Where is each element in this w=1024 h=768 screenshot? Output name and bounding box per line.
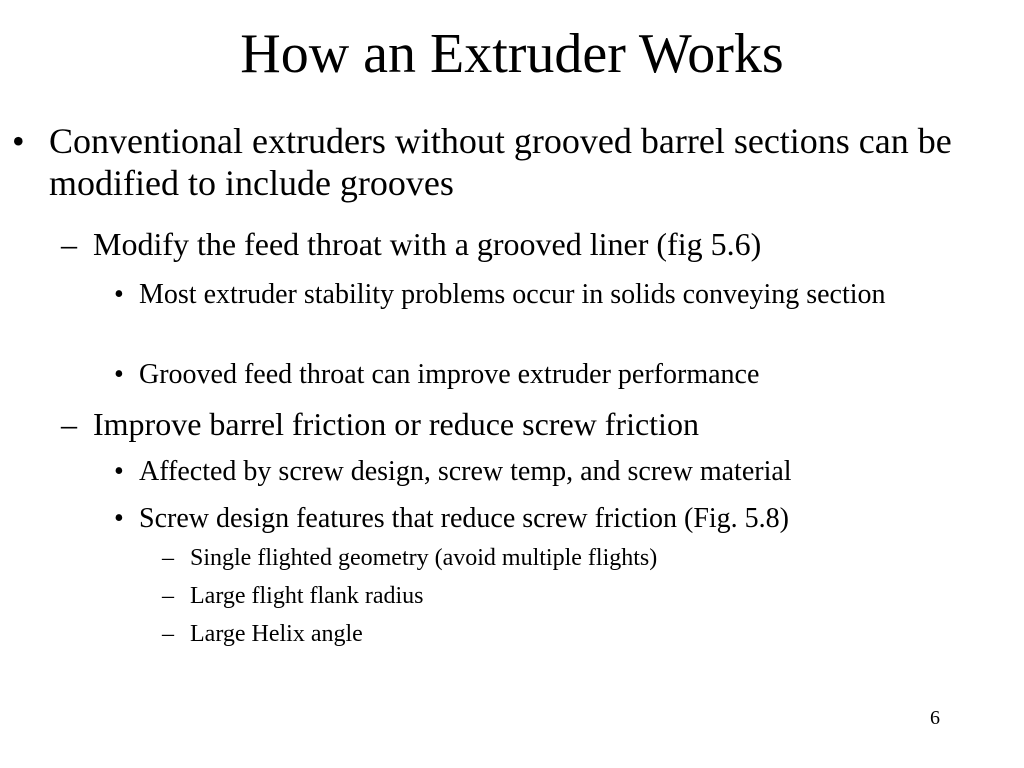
sub-sub-bullet-stability-problems: Most extruder stability problems occur in solids conveying section <box>139 279 886 310</box>
sub-bullet-improve-barrel-friction: Improve barrel friction or reduce screw friction <box>93 406 699 442</box>
sub-sub-bullet-screw-design-features: Screw design features that reduce screw friction (Fig. 5.8) <box>139 503 789 534</box>
sub-sub-bullet-marker: • <box>114 456 124 487</box>
page-number: 6 <box>930 707 940 729</box>
sub-sub-bullet-marker: • <box>114 503 124 534</box>
level4-bullet-single-flighted: Single flighted geometry (avoid multiple flights) <box>190 545 658 571</box>
slide-title: How an Extruder Works <box>240 23 784 85</box>
level4-bullet-marker: – <box>162 545 174 571</box>
sub-sub-bullet-marker: • <box>114 279 124 310</box>
sub-bullet-marker: – <box>61 406 77 442</box>
bullet-marker: • <box>12 121 25 161</box>
sub-sub-bullet-marker: • <box>114 359 124 390</box>
level4-bullet-marker: – <box>162 583 174 609</box>
level4-bullet-helix-angle: Large Helix angle <box>190 621 363 647</box>
level4-bullet-marker: – <box>162 621 174 647</box>
sub-sub-bullet-grooved-feed-throat: Grooved feed throat can improve extruder performance <box>139 359 760 390</box>
bullet-conventional-extruders: Conventional extruders without grooved barrel sections can be modified to include grooves <box>49 121 952 203</box>
sub-sub-bullet-affected-by-screw-design: Affected by screw design, screw temp, and screw material <box>139 456 792 487</box>
level4-bullet-flank-radius: Large flight flank radius <box>190 583 424 609</box>
sub-bullet-modify-feed-throat: Modify the feed throat with a grooved liner (fig 5.6) <box>93 226 762 262</box>
sub-bullet-marker: – <box>61 226 77 262</box>
